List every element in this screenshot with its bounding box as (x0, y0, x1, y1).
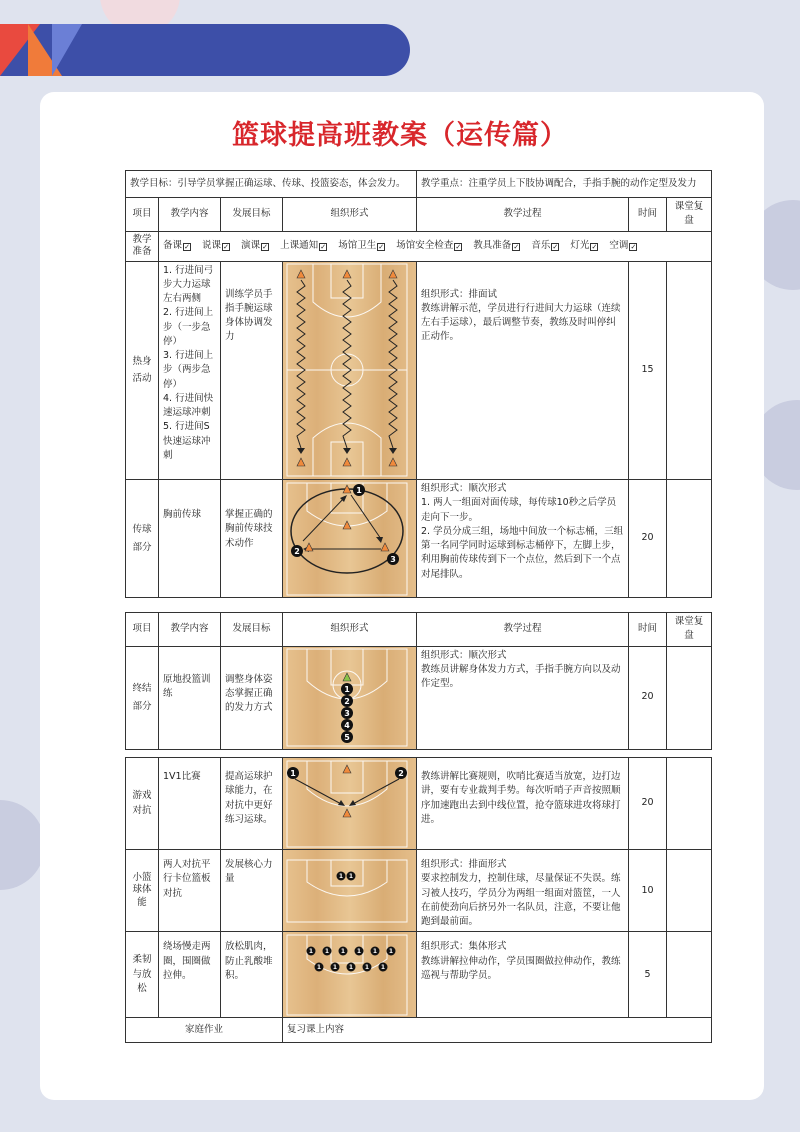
final-content: 原地投篮训练 (159, 646, 221, 749)
warmup-content: 1. 行进间弓步大力运球左右两侧 2. 行进间上步（一步急停） 3. 行进间上步（两步急停） 4. 行进间快速运球冲刺 5. 行进间S快速运球冲刺 (159, 261, 221, 479)
stretch-target: 放松肌肉，防止乳酸堆积。 (221, 932, 283, 1018)
player-marker: 1 (290, 768, 296, 778)
player-marker: 2 (344, 697, 350, 706)
player-marker: 1 (344, 685, 350, 694)
player-marker: 1 (338, 872, 344, 880)
game-court-diagram (283, 758, 417, 850)
prep-label: 教学准备 (126, 231, 159, 261)
mini-review (667, 850, 712, 932)
player-marker: 3 (344, 709, 350, 718)
svg-text:1: 1 (308, 947, 314, 955)
pass-review (667, 480, 712, 598)
game-review (667, 758, 712, 850)
col-review: 课堂复盘 (667, 198, 712, 232)
pass-court-diagram (283, 480, 417, 598)
lesson-table-warmup (125, 170, 712, 480)
svg-text:1: 1 (348, 963, 354, 971)
col-item: 项目 (126, 613, 159, 647)
stretch-label: 柔韧与放松 (126, 932, 159, 1018)
warmup-process: 组织形式：排面试 教练讲解示范，学员进行行进间大力运球（连续左右手运球），最后调整节奏，教练及时叫停纠正动作。 (417, 261, 629, 479)
player-marker: 1 (356, 485, 362, 495)
col-item: 项目 (126, 198, 159, 232)
final-review (667, 646, 712, 749)
pass-time: 20 (629, 480, 667, 598)
col-form: 组织形式 (283, 613, 417, 647)
svg-text:1: 1 (316, 963, 322, 971)
mini-label: 小篮球体能 (126, 850, 159, 932)
col-process: 教学过程 (417, 613, 629, 647)
mini-time: 10 (629, 850, 667, 932)
checkbox-icon: ✓ (184, 242, 190, 251)
col-content: 教学内容 (159, 198, 221, 232)
warmup-label: 热身活动 (126, 261, 159, 479)
player-marker: 3 (390, 554, 396, 564)
header-banner (0, 24, 410, 76)
game-time: 20 (629, 758, 667, 850)
warmup-court-diagram (283, 261, 417, 479)
player-marker: 5 (344, 733, 350, 742)
stretch-court-diagram (283, 932, 417, 1018)
mini-content: 两人对抗平行卡位篮板对抗 (159, 850, 221, 932)
teaching-focus: 教学重点：注重学员上下肢协调配合，手指手腕的动作定型及发力 (417, 171, 712, 198)
svg-text:1: 1 (380, 963, 386, 971)
col-review: 课堂复盘 (667, 613, 712, 647)
svg-text:1: 1 (324, 947, 330, 955)
svg-text:1: 1 (356, 947, 362, 955)
col-target: 发展目标 (221, 198, 283, 232)
checkbox-icon: ✓ (223, 242, 229, 251)
player-marker: 1 (348, 872, 354, 880)
pass-label: 传球部分 (126, 480, 159, 598)
checkbox-icon: ✓ (591, 242, 598, 251)
pass-content: 胸前传球 (159, 480, 221, 598)
final-label: 终结部分 (126, 646, 159, 749)
stretch-review (667, 932, 712, 1018)
col-time: 时间 (629, 613, 667, 647)
page-title: 篮球提高班教案（运传篇） (232, 120, 568, 151)
homework-value: 复习课上内容 (283, 1018, 712, 1043)
col-target: 发展目标 (221, 613, 283, 647)
game-target: 提高运球护球能力，在对抗中更好练习运球。 (221, 758, 283, 850)
game-content: 1V1比赛 (159, 758, 221, 850)
mini-court-diagram (283, 850, 417, 932)
warmup-time: 15 (629, 261, 667, 479)
warmup-target: 训练学员手指手腕运球身体协调发力 (221, 261, 283, 479)
prep-checklist: 备课 ✓ 说课 ✓ 演课 ✓ 上课通知 ✓ 场馆卫生 ✓ 场馆安全检查 ✓ 教具准备 ✓ 音乐 ✓ 灯光 ✓ 空调 ✓ (159, 231, 712, 261)
stretch-content: 绕场慢走两圈，围圈做拉伸。 (159, 932, 221, 1018)
player-marker: 2 (294, 546, 300, 556)
svg-text:1: 1 (332, 963, 338, 971)
checkbox-icon: ✓ (455, 242, 462, 251)
warmup-review (667, 261, 712, 479)
col-content: 教学内容 (159, 613, 221, 647)
final-process: 组织形式：顺次形式 教练员讲解身体发力方式，手指手腕方向以及动作定型。 (417, 646, 629, 749)
homework-label: 家庭作业 (126, 1018, 283, 1043)
col-form: 组织形式 (283, 198, 417, 232)
checkbox-icon: ✓ (378, 242, 385, 251)
decor-circle (0, 800, 45, 890)
lesson-table-passing (125, 479, 712, 598)
lesson-table-final (125, 612, 712, 750)
player-marker: 2 (398, 768, 404, 778)
teaching-goal: 教学目标：引导学员掌握正确运球、传球、投篮姿态，体会发力。 (126, 171, 417, 198)
final-time: 20 (629, 646, 667, 749)
pass-target: 掌握正确的胸前传球技术动作 (221, 480, 283, 598)
lesson-table-games (125, 757, 712, 1043)
mini-process: 组织形式：排面形式 要求控制发力，控制住球，尽量保证不失误。练习被人技巧，学员分为两组一组面对篮筐，一人在前使劲向后挤另外一名队员，注意，不要让他跑到最前面。 (417, 850, 629, 932)
col-time: 时间 (629, 198, 667, 232)
stretch-time: 5 (629, 932, 667, 1018)
checkbox-icon: ✓ (552, 242, 559, 251)
svg-text:1: 1 (364, 963, 370, 971)
checkbox-icon: ✓ (262, 242, 269, 251)
final-target: 调整身体姿态掌握正确的发力方式 (221, 646, 283, 749)
player-marker: 4 (344, 721, 350, 730)
stretch-process: 组织形式：集体形式 教练讲解拉伸动作，学员围圈做拉伸动作，教练巡视与帮助学员。 (417, 932, 629, 1018)
game-process: 教练讲解比赛规则，吹哨比赛适当放宽，边打边讲，要有专业裁判手势。每次听哨子声音按照顺序加速跑出去到中线位置，抢夺篮球进攻将球打进。 (417, 758, 629, 850)
checkbox-icon: ✓ (513, 242, 520, 251)
svg-text:1: 1 (340, 947, 346, 955)
svg-text:1: 1 (388, 947, 394, 955)
checkbox-icon: ✓ (320, 242, 327, 251)
mini-target: 发展核心力量 (221, 850, 283, 932)
col-process: 教学过程 (417, 198, 629, 232)
svg-text:1: 1 (372, 947, 378, 955)
pass-process: 组织形式：顺次形式 1. 两人一组面对面传球，每传球10秒之后学员走向下一步。 2. 学员分成三组，场地中间放一个标志桶，三组第一名同学同时运球到标志桶停下，左脚上步，利用胸前传球传到下一个点位，然后到下一个点对尾排队。 (417, 480, 629, 598)
final-court-diagram (283, 646, 417, 749)
game-label: 游戏对抗 (126, 758, 159, 850)
checkbox-icon: ✓ (630, 242, 637, 251)
